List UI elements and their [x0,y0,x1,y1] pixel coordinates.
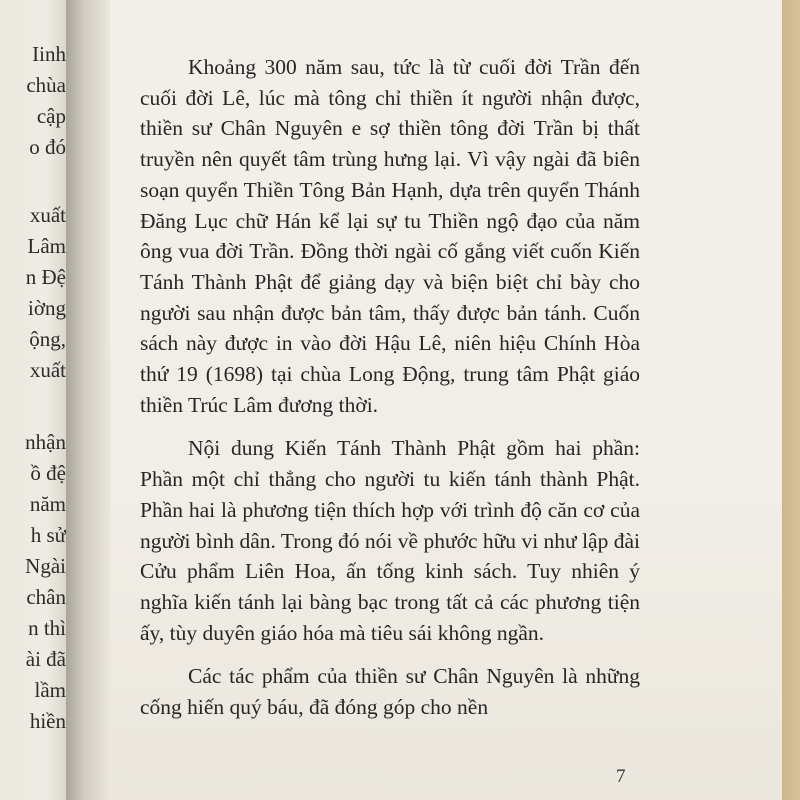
paragraph-2: Nội dung Kiến Tánh Thành Phật gồm hai phần: Phần một chỉ thẳng cho người tu kiến tánh thành Phật. Phần hai là phương tiện thích hợp với trình độ căn cơ của người bình dân. Trong đó nói về phước hữu vi như lập đài Cửu phẩm Liên Hoa, ấn tống kinh sách. Tuy nhiên ý nghĩa kiến tánh lại bàng bạc trong tất cả các phương tiện ấy, tùy duyên giáo hóa mà tiêu sái không ngần. [140,436,640,645]
left-page-line: ồ đệ [30,461,66,485]
left-page-line: Ngài [25,554,66,578]
left-page-line: nhận [25,430,66,454]
left-page-line: Lâm [27,234,66,258]
paragraph-3: Các tác phẩm của thiền sư Chân Nguyên là những cống hiến quý báu, đã đóng góp cho nền [140,664,640,720]
page-edge [782,0,800,800]
left-page-line: năm [29,492,66,516]
left-page-line: n Đệ [25,265,66,289]
left-page-line: ài đã [25,647,66,671]
left-page-line: Iinh [32,42,66,66]
left-page-line: ộng, [29,327,66,351]
left-page-line: xuất [29,358,66,382]
left-page-line: chân [26,585,66,609]
left-page-line: xuất [29,203,66,227]
left-page [0,0,66,800]
paragraph-1: Khoảng 300 năm sau, tức là từ cuối đời Trần đến cuối đời Lê, lúc mà tông chỉ thiền ít người nhận được, thiền sư Chân Nguyên e sợ thiền tông đời Trần bị thất truyền nên quyết tâm trùng hưng lại. Vì vậy ngài đã biên soạn quyển Thiền Tông Bản Hạnh, dựa trên quyển Thánh Đăng Lục chữ Hán kể lại sự tu Thiền ngộ đạo của năm ông vua đời Trần. Đồng thời ngài cố gắng viết cuốn Kiến Tánh Thành Phật để giảng dạy và biện biệt chỉ bày cho người sau nhận được bản tâm, thấy được bản tánh. Cuốn sách này được in vào đời Hậu Lê, niên hiệu Chính Hòa thứ 19 (1698) tại chùa Long Động, trung tâm Phật giáo thiền Trúc Lâm đương thời. [140,55,640,417]
left-page-line: hiền [29,709,66,733]
left-page-line: lầm [34,678,66,702]
left-page-line: chùa [26,73,66,97]
left-page-line: n thì [28,616,66,640]
main-text [140,52,640,736]
left-page-line: h sử [30,523,66,547]
left-page-line: o đó [29,135,66,159]
page-number: 7 [616,766,626,787]
left-page-line: cập [36,104,66,128]
left-page-line: iờng [28,296,66,320]
